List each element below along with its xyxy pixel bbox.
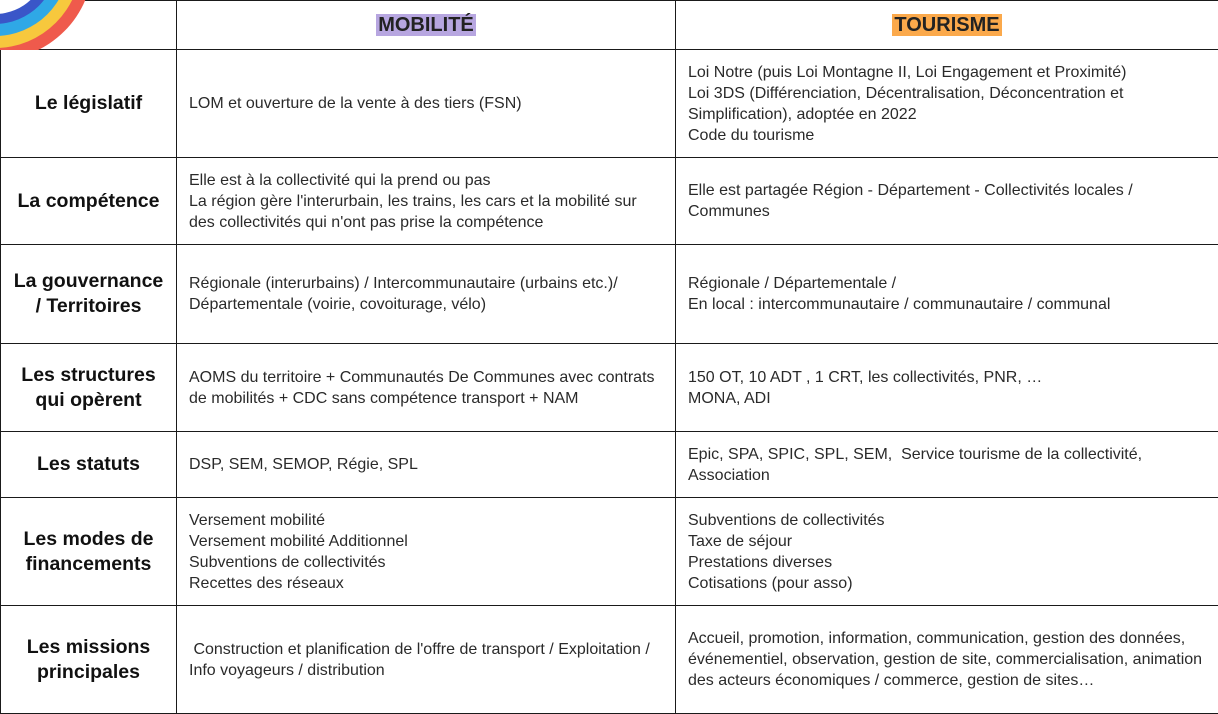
mobilite-line: Régionale (interurbains) / Intercommunautaire (urbains etc.)/ Départementale (voirie, covoiturage, vélo)	[189, 273, 663, 315]
tourisme-cell	[676, 432, 1218, 498]
mobilite-line: DSP, SEM, SEMOP, Régie, SPL	[189, 454, 663, 475]
mobilite-line: AOMS du territoire + Communautés De Communes avec contrats de mobilités + CDC sans compétence transport + NAM	[189, 367, 663, 409]
mobilite-cell	[177, 245, 676, 344]
mobilite-line: LOM et ouverture de la vente à des tiers (FSN)	[189, 93, 663, 114]
tourisme-line: Elle est partagée Région - Département - Collectivités locales / Communes	[688, 180, 1206, 222]
mobilite-cell	[177, 158, 676, 245]
mobilite-cell	[177, 606, 676, 714]
mobilite-line: Versement mobilité Additionnel	[189, 531, 663, 552]
table-row	[1, 432, 1218, 498]
tourisme-line: Régionale / Départementale /	[688, 273, 1206, 294]
header-tourisme	[676, 1, 1218, 50]
tourisme-line: MONA, ADI	[688, 388, 1206, 409]
tourisme-line: Cotisations (pour asso)	[688, 573, 1206, 594]
rainbow-logo-icon	[0, 0, 120, 50]
tourisme-cell	[676, 344, 1218, 432]
mobilite-line: Construction et planification de l'offre de transport / Exploitation / Info voyageurs / distribution	[189, 639, 663, 681]
mobilite-cell	[177, 50, 676, 158]
table-row	[1, 245, 1218, 344]
tourisme-line: Code du tourisme	[688, 125, 1206, 146]
tourisme-line: Accueil, promotion, information, communication, gestion des données, événementiel, observation, gestion de site, commercialisation, animation des acteurs économiques / commerce, gestion de sites…	[688, 628, 1206, 691]
tourisme-line: Subventions de collectivités	[688, 510, 1206, 531]
tourisme-cell	[676, 158, 1218, 245]
row-label: La gouvernance / Territoires	[1, 245, 177, 344]
header-mobilite-label: MOBILITÉ	[376, 14, 476, 36]
header-mobilite	[177, 1, 676, 50]
table-row	[1, 498, 1218, 606]
row-label: Les structures qui opèrent	[1, 344, 177, 432]
tourisme-line: Loi 3DS (Différenciation, Décentralisation, Déconcentration et Simplification), adoptée en 2022	[688, 83, 1206, 125]
tourisme-cell	[676, 50, 1218, 158]
table-row	[1, 606, 1218, 714]
tourisme-cell	[676, 498, 1218, 606]
mobilite-line: Recettes des réseaux	[189, 573, 663, 594]
tourisme-line: 150 OT, 10 ADT , 1 CRT, les collectivités, PNR, …	[688, 367, 1206, 388]
row-label: Les modes de financements	[1, 498, 177, 606]
mobilite-line: Subventions de collectivités	[189, 552, 663, 573]
table-row	[1, 344, 1218, 432]
row-label: La compétence	[1, 158, 177, 245]
header-tourisme-label: TOURISME	[892, 14, 1001, 36]
tourisme-cell	[676, 245, 1218, 344]
row-label: Les statuts	[1, 432, 177, 498]
row-label: Le législatif	[1, 50, 177, 158]
table-row	[1, 158, 1218, 245]
tourisme-line: En local : intercommunautaire / communautaire / communal	[688, 294, 1206, 315]
tourisme-line: Loi Notre (puis Loi Montagne II, Loi Engagement et Proximité)	[688, 62, 1206, 83]
mobilite-cell	[177, 344, 676, 432]
tourisme-cell	[676, 606, 1218, 714]
tourisme-line: Epic, SPA, SPIC, SPL, SEM, Service tourisme de la collectivité, Association	[688, 444, 1206, 486]
mobilite-cell	[177, 432, 676, 498]
table-row	[1, 50, 1218, 158]
row-label: Les missions principales	[1, 606, 177, 714]
mobilite-line: La région gère l'interurbain, les trains, les cars et la mobilité sur des collectivités qui n'ont pas prise la compétence	[189, 191, 663, 233]
header-row	[1, 1, 1218, 50]
mobilite-line: Versement mobilité	[189, 510, 663, 531]
tourisme-line: Prestations diverses	[688, 552, 1206, 573]
tourisme-line: Taxe de séjour	[688, 531, 1206, 552]
mobilite-line: Elle est à la collectivité qui la prend ou pas	[189, 170, 663, 191]
mobilite-cell	[177, 498, 676, 606]
